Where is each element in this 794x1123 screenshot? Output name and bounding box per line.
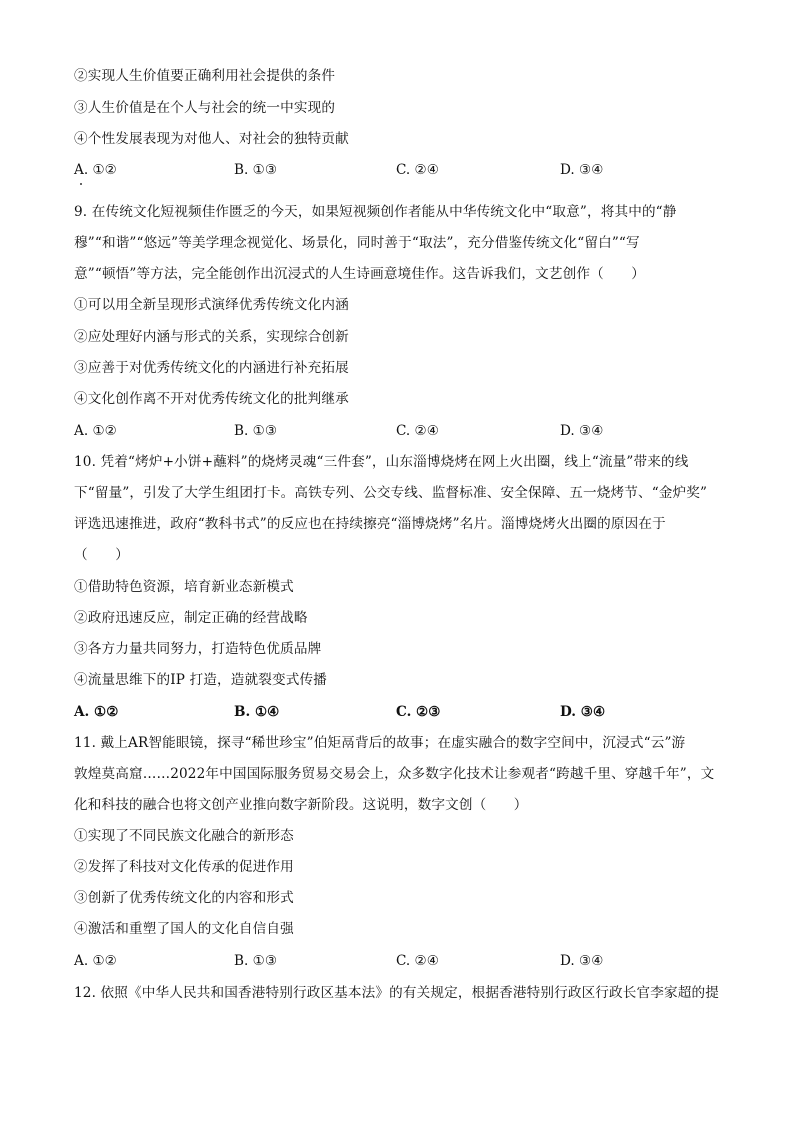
option-d: D. ③④ [560, 423, 604, 439]
option-d: D. ③④ [560, 953, 604, 969]
q11-stem-line: 11. 戴上AR智能眼镜，探寻“稀世珍宝”伯矩鬲背后的故事；在虚实融合的数字空间中，沉浸式“云”游 [74, 735, 686, 751]
choice-item: ①可以用全新呈现形式演绎优秀传统文化内涵 [74, 297, 349, 313]
option-a: A. ①② [74, 953, 117, 969]
q11-options [74, 952, 724, 970]
choice-item: ①借助特色资源，培育新业态新模式 [74, 579, 294, 595]
option-c: C. ②③ [396, 704, 441, 720]
choice-item: ④个性发展表现为对他人、对社会的独特贡献 [74, 131, 349, 147]
q10-stem-line: 评选迅速推进，政府“教科书式”的反应也在持续擦亮“淄博烧烤”名片。淄博烧烤火出圈的原因在于 [74, 516, 666, 532]
q11-stem-line: 化和科技的融合也将文创产业推向数字新阶段。这说明，数字文创（ ） [74, 797, 528, 813]
option-c: C. ②④ [396, 423, 439, 439]
choice-item: ①实现了不同民族文化融合的新形态 [74, 828, 294, 844]
choice-item: ③人生价值是在个人与社会的统一中实现的 [74, 100, 336, 116]
choice-item: ③应善于对优秀传统文化的内涵进行补充拓展 [74, 360, 349, 376]
q12-stem-line: 12. 依照《中华人民共和国香港特别行政区基本法》的有关规定，根据香港特别行政区行政长官李家超的提 [74, 985, 720, 1001]
q10-options [74, 703, 724, 721]
option-d: D. ③④ [560, 704, 606, 720]
option-b: B. ①③ [234, 162, 278, 178]
option-b: B. ①③ [234, 423, 278, 439]
choice-item: ③各方力量共同努力，打造特色优质品牌 [74, 641, 322, 657]
choice-item: ②政府迅速反应，制定正确的经营战略 [74, 610, 308, 626]
choice-item: ④激活和重塑了国人的文化自信自强 [74, 921, 294, 937]
q9-stem-line: 9. 在传统文化短视频佳作匮乏的今天，如果短视频创作者能从中华传统文化中“取意”，将其中的“静 [74, 204, 677, 220]
q10-stem-line: （ ） [74, 547, 129, 563]
option-a: A. ①② [74, 423, 117, 439]
option-a: A. ①② [74, 704, 119, 720]
choice-item: ④流量思维下的IP 打造，造就裂变式传播 [74, 672, 327, 688]
choice-item: ②应处理好内涵与形式的关系，实现综合创新 [74, 329, 349, 345]
q11-stem-line: 敦煌莫高窟……2022年中国国际服务贸易交易会上，众多数字化技术让参观者“跨越千里、穿越千年”，文 [74, 766, 715, 782]
choice-item: ②发挥了科技对文化传承的促进作用 [74, 859, 294, 875]
choice-item: ②实现人生价值要正确利用社会提供的条件 [74, 68, 336, 84]
q10-stem-line: 10. 凭着“烤炉+小饼+蘸料”的烧烤灵魂“三件套”，山东淄博烧烤在网上火出圈，线上“流量”带来的线 [74, 454, 689, 470]
choice-item: ④文化创作离不开对优秀传统文化的批判继承 [74, 391, 349, 407]
option-c: C. ②④ [396, 953, 439, 969]
option-b: B. ①③ [234, 953, 278, 969]
q8-options [74, 161, 724, 179]
choice-item: ③创新了优秀传统文化的内容和形式 [74, 890, 294, 906]
stray-dot [80, 183, 82, 185]
option-a: A. ①② [74, 162, 117, 178]
q10-stem-line: 下“留量”，引发了大学生组团打卡。高铁专列、公交专线、监督标准、安全保障、五一烧烤节、“金炉奖” [74, 485, 708, 501]
q9-stem-line: 穆”“和谐”“悠远”等美学理念视觉化、场景化，同时善于“取法”，充分借鉴传统文化“留白”“写 [74, 235, 640, 251]
option-d: D. ③④ [560, 162, 604, 178]
option-c: C. ②④ [396, 162, 439, 178]
option-b: B. ①④ [234, 704, 280, 720]
q9-options [74, 422, 724, 440]
q9-stem-line: 意”“顿悟”等方法，完全能创作出沉浸式的人生诗画意境佳作。这告诉我们，文艺创作（ ） [74, 266, 646, 282]
